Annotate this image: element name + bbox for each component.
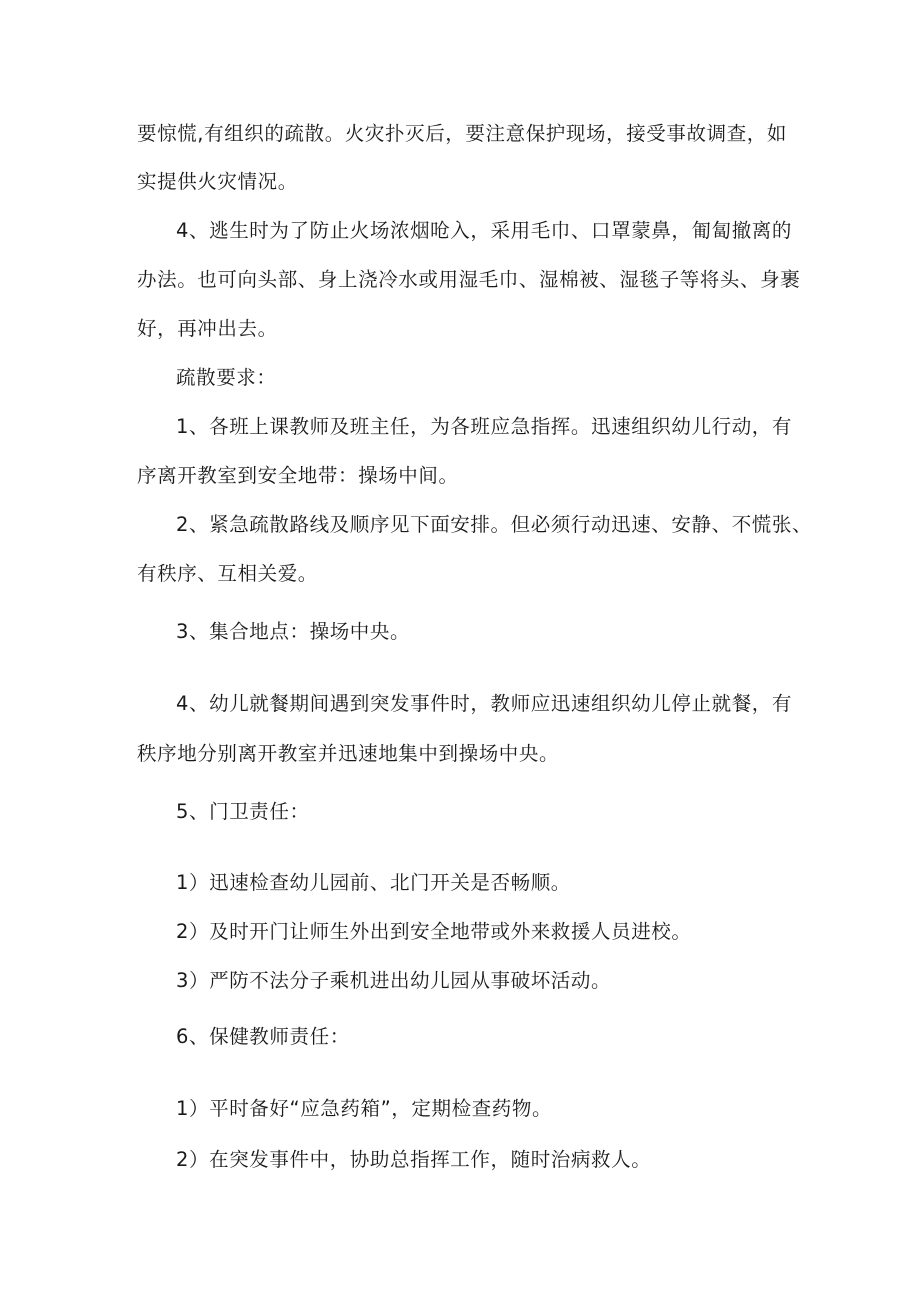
text-line: 4、幼儿就餐期间遇到突发事件时，教师应迅速组织幼儿停止就餐，有 [176,692,793,715]
text-line: 3、集合地点：操场中央。 [176,620,411,643]
text-line: 6、保健教师责任： [176,1025,350,1048]
text-line: 1）迅速检查幼儿园前、北门开关是否畅顺。 [176,871,571,894]
text-line: 5、门卫责任： [176,800,310,823]
text-line: 3）严防不法分子乘机进出幼儿园从事破坏活动。 [176,969,612,992]
text-line: 秩序地分别离开教室并迅速地集中到操场中央。 [137,742,560,765]
text-line: 有秩序、互相关爱。 [137,562,318,585]
text-line: 好，再冲出去。 [137,317,278,340]
text-line: 1）平时备好“应急药箱”，定期检查药物。 [176,1097,553,1120]
text-line: 办法。也可向头部、身上浇冷水或用湿毛巾、湿棉被、湿毯子等将头、身裹 [137,268,801,291]
text-line: 4、逃生时为了防止火场浓烟呛入，采用毛巾、口罩蒙鼻，匍匐撤离的 [176,219,793,242]
text-line: 2）及时开门让师生外出到安全地带或外来救援人员进校。 [176,920,692,943]
text-line: 要惊慌,有组织的疏散。火灾扑灭后，要注意保护现场，接受事故调查，如 [137,122,787,145]
text-line: 实提供火灾情况。 [137,170,298,193]
section-heading: 疏散要求： [176,366,277,389]
text-line: 1、各班上课教师及班主任，为各班应急指挥。迅速组织幼儿行动，有 [176,415,793,438]
text-line: 2、紧急疏散路线及顺序见下面安排。但必须行动迅速、安静、不慌张、 [176,513,813,536]
text-line: 序离开教室到安全地带：操场中间。 [137,464,459,487]
text-line: 2）在突发事件中，协助总指挥工作，随时治病救人。 [176,1148,652,1171]
